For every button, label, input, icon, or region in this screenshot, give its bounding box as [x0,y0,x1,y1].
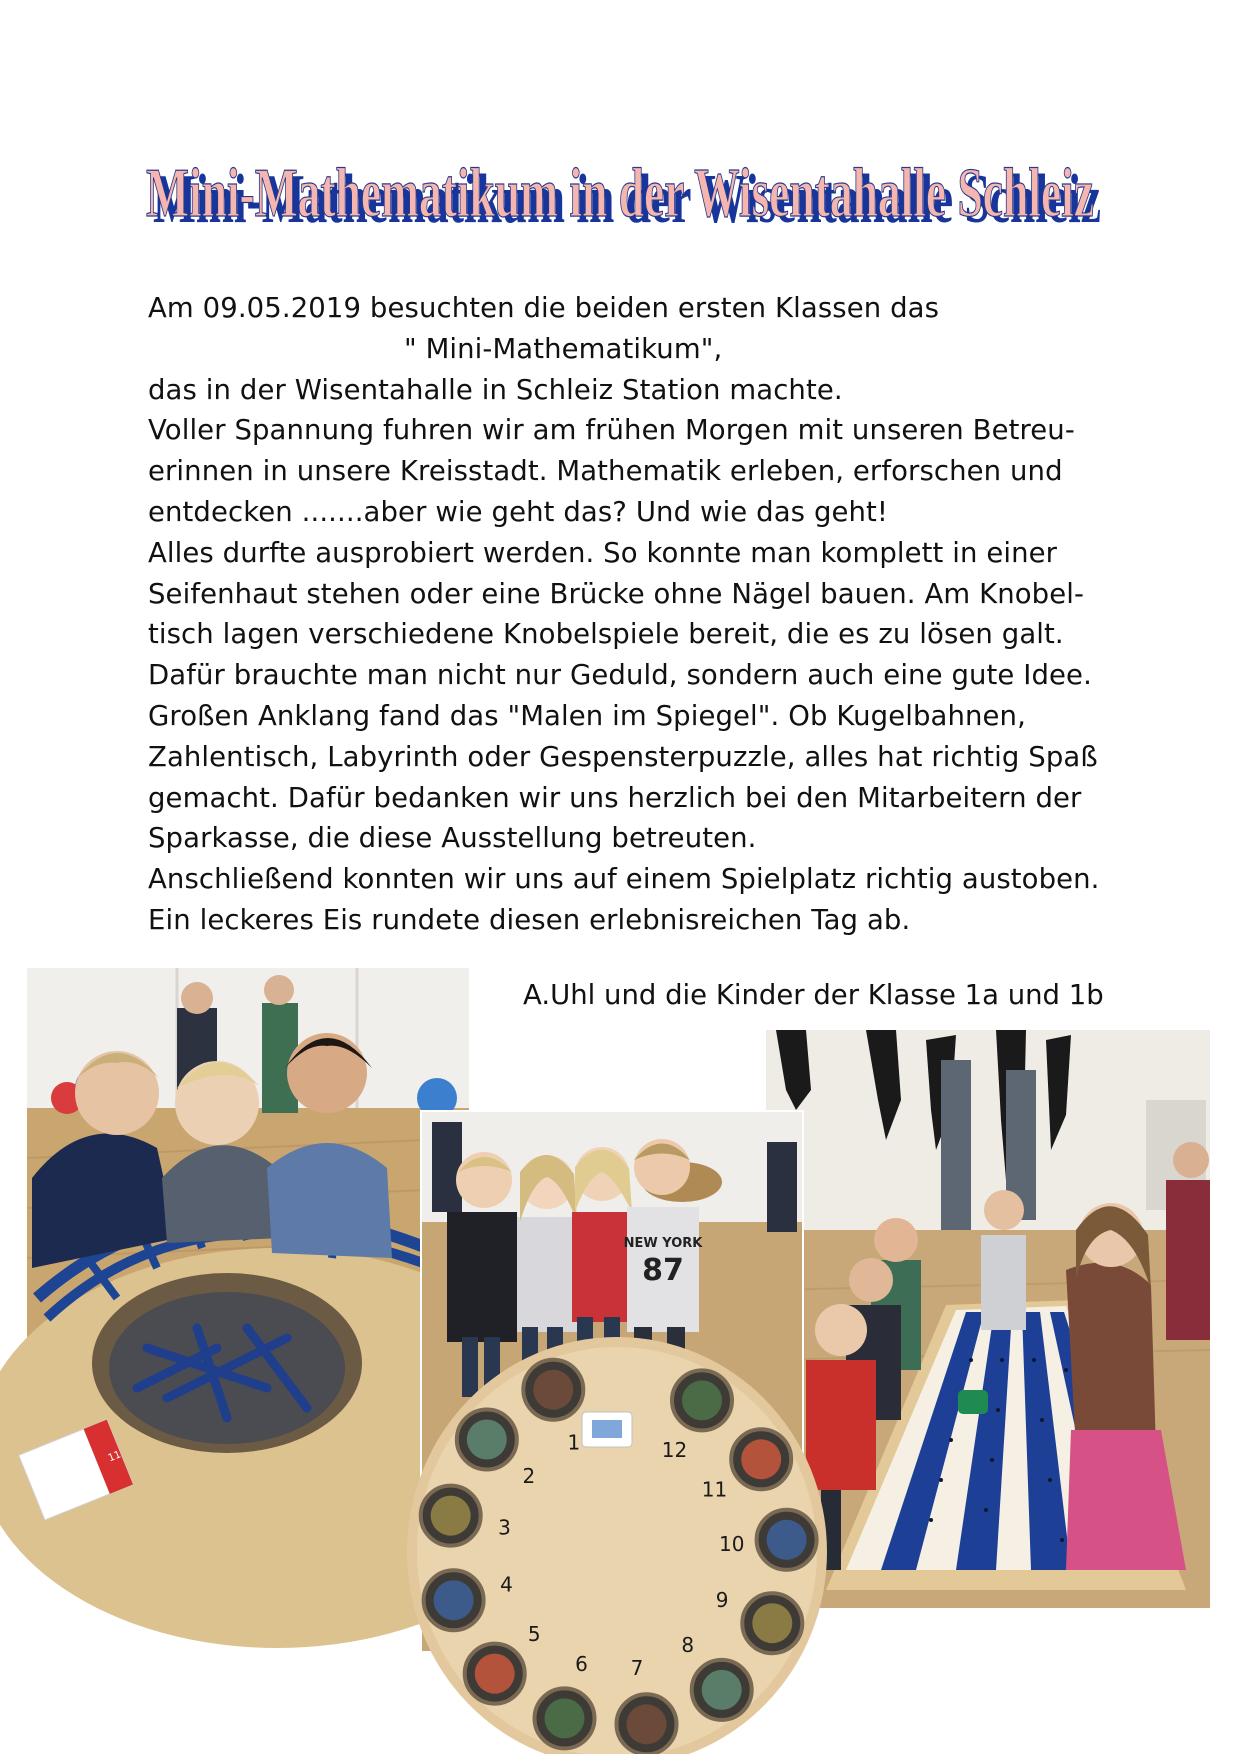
dial-hole-content [702,1670,742,1710]
paragraph-line: Am 09.05.2019 besuchten die beiden ersten Klassen das [148,292,940,324]
dial-number: 1 [567,1430,581,1455]
paragraph-line: Zahlentisch, Labyrinth oder Gespensterpuzzle, alles hat richtig Spaß [148,740,1098,773]
dial-number: 6 [575,1652,588,1677]
photo-bridge-illustration [27,968,469,1555]
bridge-number-tag: 11 [106,1449,123,1465]
article-body [148,288,1108,941]
dial-number: 7 [630,1656,644,1681]
photo-table-illustration [422,1112,802,1681]
dial-hole-content [475,1654,515,1694]
paragraph-line: das in der Wisentahalle in Schleiz Station machte. [148,373,843,406]
paragraph-line: entdecken .......aber wie geht das? Und wie das geht! [148,495,889,528]
title-shadow: Mini-Mathematikum in der Wisentahalle Schleiz [153,161,1101,238]
signature: A.Uhl und die Kinder der Klasse 1a und 1b [523,979,1104,1011]
paragraph-line: Alles durfte ausprobiert werden. So konnte man komplett in einer [148,536,1058,569]
title-wordart [0,120,1240,250]
dial-hole-content [767,1520,807,1560]
dial-hole-content [741,1439,781,1479]
paragraph-line: Seifenhaut stehen oder eine Brücke ohne Nägel bauen. Am Knobel- [148,577,1085,610]
paragraph-line: Großen Anklang fand das "Malen im Spiegel". Ob Kugelbahnen, [148,699,1026,732]
dial-number: 4 [500,1572,513,1597]
paragraph-line: Ein leckeres Eis rundete diesen erlebnisreichen Tag ab. [148,903,911,936]
dial-hole-content [467,1420,507,1460]
paragraph-line: Dafür brauchte man nicht nur Geduld, sondern auch eine gute Idee. [148,659,1092,692]
paragraph-line: Voller Spannung fuhren wir am frühen Morgen mit unseren Betreu- [148,414,1075,447]
dial-number: 11 [701,1477,728,1502]
paragraph-line: " Mini-Mathematikum", [404,332,723,365]
dial-number: 8 [681,1633,695,1657]
photo-bridge-children [27,968,469,1555]
dial-hole-content [627,1704,667,1744]
photo-number-table [422,1112,802,1681]
paragraph-line: tisch lagen verschiedene Knobelspiele bereit, die es zu lösen galt. [148,618,1064,651]
paragraph-line: erinnen in unsere Kreisstadt. Mathematik erleben, erforschen und [148,455,1063,488]
dial-number: 5 [527,1622,541,1646]
photo-ball-track [766,1030,1210,1608]
title-text: Mini-Mathematikum in der Wisentahalle Schleiz [146,155,1094,232]
paragraph-line: gemacht. Dafür bedanken wir uns herzlich bei den Mitarbeitern der [148,781,1082,814]
dial-number: 12 [661,1437,688,1462]
title-banner [0,120,1240,250]
shirt-text-87: 87 [642,1253,684,1288]
dial-hole-content [752,1603,792,1643]
paragraph-line: Sparkasse, die diese Ausstellung betreuten. [148,822,757,855]
photo-track-illustration [766,1030,1210,1608]
dial-number: 9 [715,1588,729,1612]
dial-hole-content [545,1698,585,1738]
dial-number: 2 [522,1464,536,1489]
paragraph-line: Anschließend konnten wir uns auf einem Spielplatz richtig austoben. [148,863,1100,896]
dial-number: 10 [718,1531,745,1556]
dial-hole-content [434,1580,474,1620]
dial-number: 3 [498,1515,511,1540]
dial-hole-content [431,1496,471,1536]
dial-hole-content [533,1370,573,1410]
shirt-text-new-york: NEW YORK [623,1236,703,1251]
dial-hole-content [682,1380,722,1420]
